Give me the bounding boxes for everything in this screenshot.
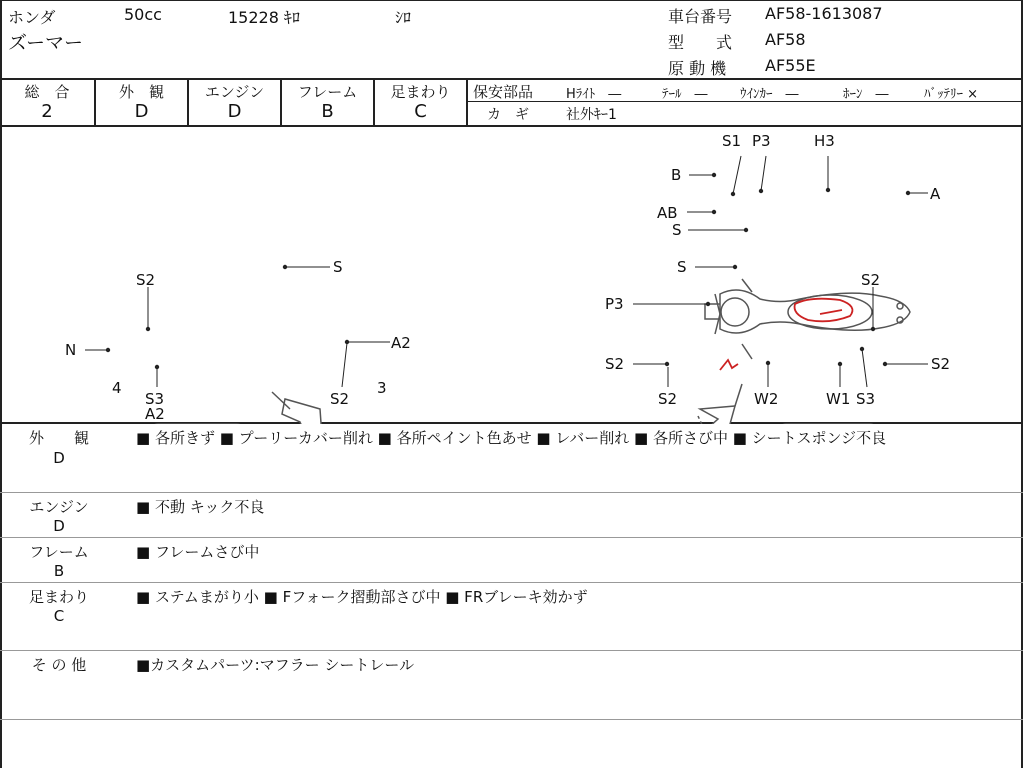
grade-label: 外 観	[118, 83, 164, 101]
frame-no-label: 車台番号	[668, 7, 733, 26]
remarks-divider	[0, 537, 1023, 538]
model-name: ズーマー	[8, 32, 84, 54]
key-label: カ ギ	[487, 107, 529, 123]
diagram-label: 3	[377, 379, 387, 397]
diagram-label: P3	[605, 295, 624, 313]
safety-title: 保安部品	[473, 83, 534, 101]
grade-value: D	[134, 101, 149, 122]
remark-category: エンジン	[29, 498, 89, 516]
safety-item-headlight: Hﾗｲﾄ ―	[566, 87, 622, 102]
type-label: 型 式	[668, 33, 733, 52]
grade-value: B	[321, 101, 334, 122]
safety-item-tail: ﾃｰﾙ ―	[662, 87, 708, 102]
grades-top-line	[0, 78, 1023, 80]
diagram-label: N	[65, 341, 77, 359]
diagram-label: S2	[330, 390, 350, 408]
damage-diagram	[0, 124, 1024, 424]
remark-text: ■ フレームさび中	[136, 543, 260, 561]
diagram-label: A	[930, 185, 941, 203]
diagram-label: 4	[112, 379, 122, 397]
remark-text: ■カスタムパーツ:マフラー シートレール	[136, 656, 415, 674]
remarks-divider	[0, 582, 1023, 583]
diagram-label: P3	[752, 132, 771, 150]
diagram-label: S2	[136, 271, 156, 289]
safety-item-horn: ﾎｰﾝ ―	[843, 87, 889, 102]
diagram-label: S2	[861, 271, 881, 289]
mileage: 15228 ｷﾛ	[228, 8, 300, 27]
remark-text: ■ 不動 キック不良	[136, 498, 265, 516]
remark-text: ■ 各所きず ■ プーリーカバー削れ ■ 各所ペイント色あせ ■ レバー削れ ■ 各所さび中 ■ シートスポンジ不良	[136, 429, 887, 447]
remark-grade: B	[53, 562, 65, 580]
engine-label: 原 動 機	[668, 59, 727, 78]
key-value: 社外ｷｰ1	[566, 107, 617, 123]
grade-value: 2	[41, 101, 53, 122]
diagram-label: A2	[391, 334, 411, 352]
remark-category: 足まわり	[28, 588, 89, 606]
diagram-label: A2	[145, 405, 165, 423]
diagram-label: W2	[754, 390, 779, 408]
remark-category: そ の 他	[31, 656, 87, 674]
grade-value: D	[227, 101, 242, 122]
grade-label: 総 合	[24, 83, 70, 101]
diagram-label: S1	[722, 132, 742, 150]
color: ｼﾛ	[395, 8, 412, 27]
frame-no: AF58-1613087	[765, 4, 883, 23]
remark-text: ■ ステムまがり小 ■ Fフォーク摺動部さび中 ■ FRブレーキ効かず	[136, 588, 588, 606]
remarks-divider	[0, 719, 1023, 720]
diagram-label: S	[333, 258, 343, 276]
diagram-label: S2	[605, 355, 625, 373]
diagram-label: S2	[931, 355, 951, 373]
remark-category: フレーム	[29, 543, 89, 561]
displacement: 50cc	[124, 5, 162, 24]
type-value: AF58	[765, 30, 806, 49]
frame-top-border	[0, 0, 1023, 1]
engine-value: AF55E	[765, 56, 816, 75]
grade-label: フレーム	[297, 83, 358, 101]
grade-label: エンジン	[204, 83, 265, 101]
diagram-label: W1	[826, 390, 851, 408]
diagram-label: H3	[814, 132, 835, 150]
diagram-label: S2	[658, 390, 678, 408]
maker: ホンダ	[8, 8, 56, 27]
remarks-divider	[0, 492, 1023, 493]
diagram-label: S3	[856, 390, 876, 408]
grade-label: 足まわり	[390, 83, 451, 101]
safety-item-winker: ｳｲﾝｶｰ ―	[740, 87, 799, 102]
remark-grade: D	[53, 517, 65, 535]
remark-category: 外 観	[28, 429, 89, 447]
diagram-label: S	[672, 221, 682, 239]
diagram-label: S	[677, 258, 687, 276]
remark-grade: C	[53, 607, 65, 625]
remark-grade: D	[53, 449, 65, 467]
grade-value: C	[414, 101, 427, 122]
safety-item-battery: ﾊﾞｯﾃﾘｰ ×	[924, 87, 979, 102]
diagram-label: B	[671, 166, 682, 184]
remarks-divider	[0, 650, 1023, 651]
right-view-scooter	[646, 384, 916, 424]
damage-mark-right	[720, 360, 738, 370]
diagram-label: AB	[657, 204, 678, 222]
diagram-label: S3	[145, 390, 165, 408]
